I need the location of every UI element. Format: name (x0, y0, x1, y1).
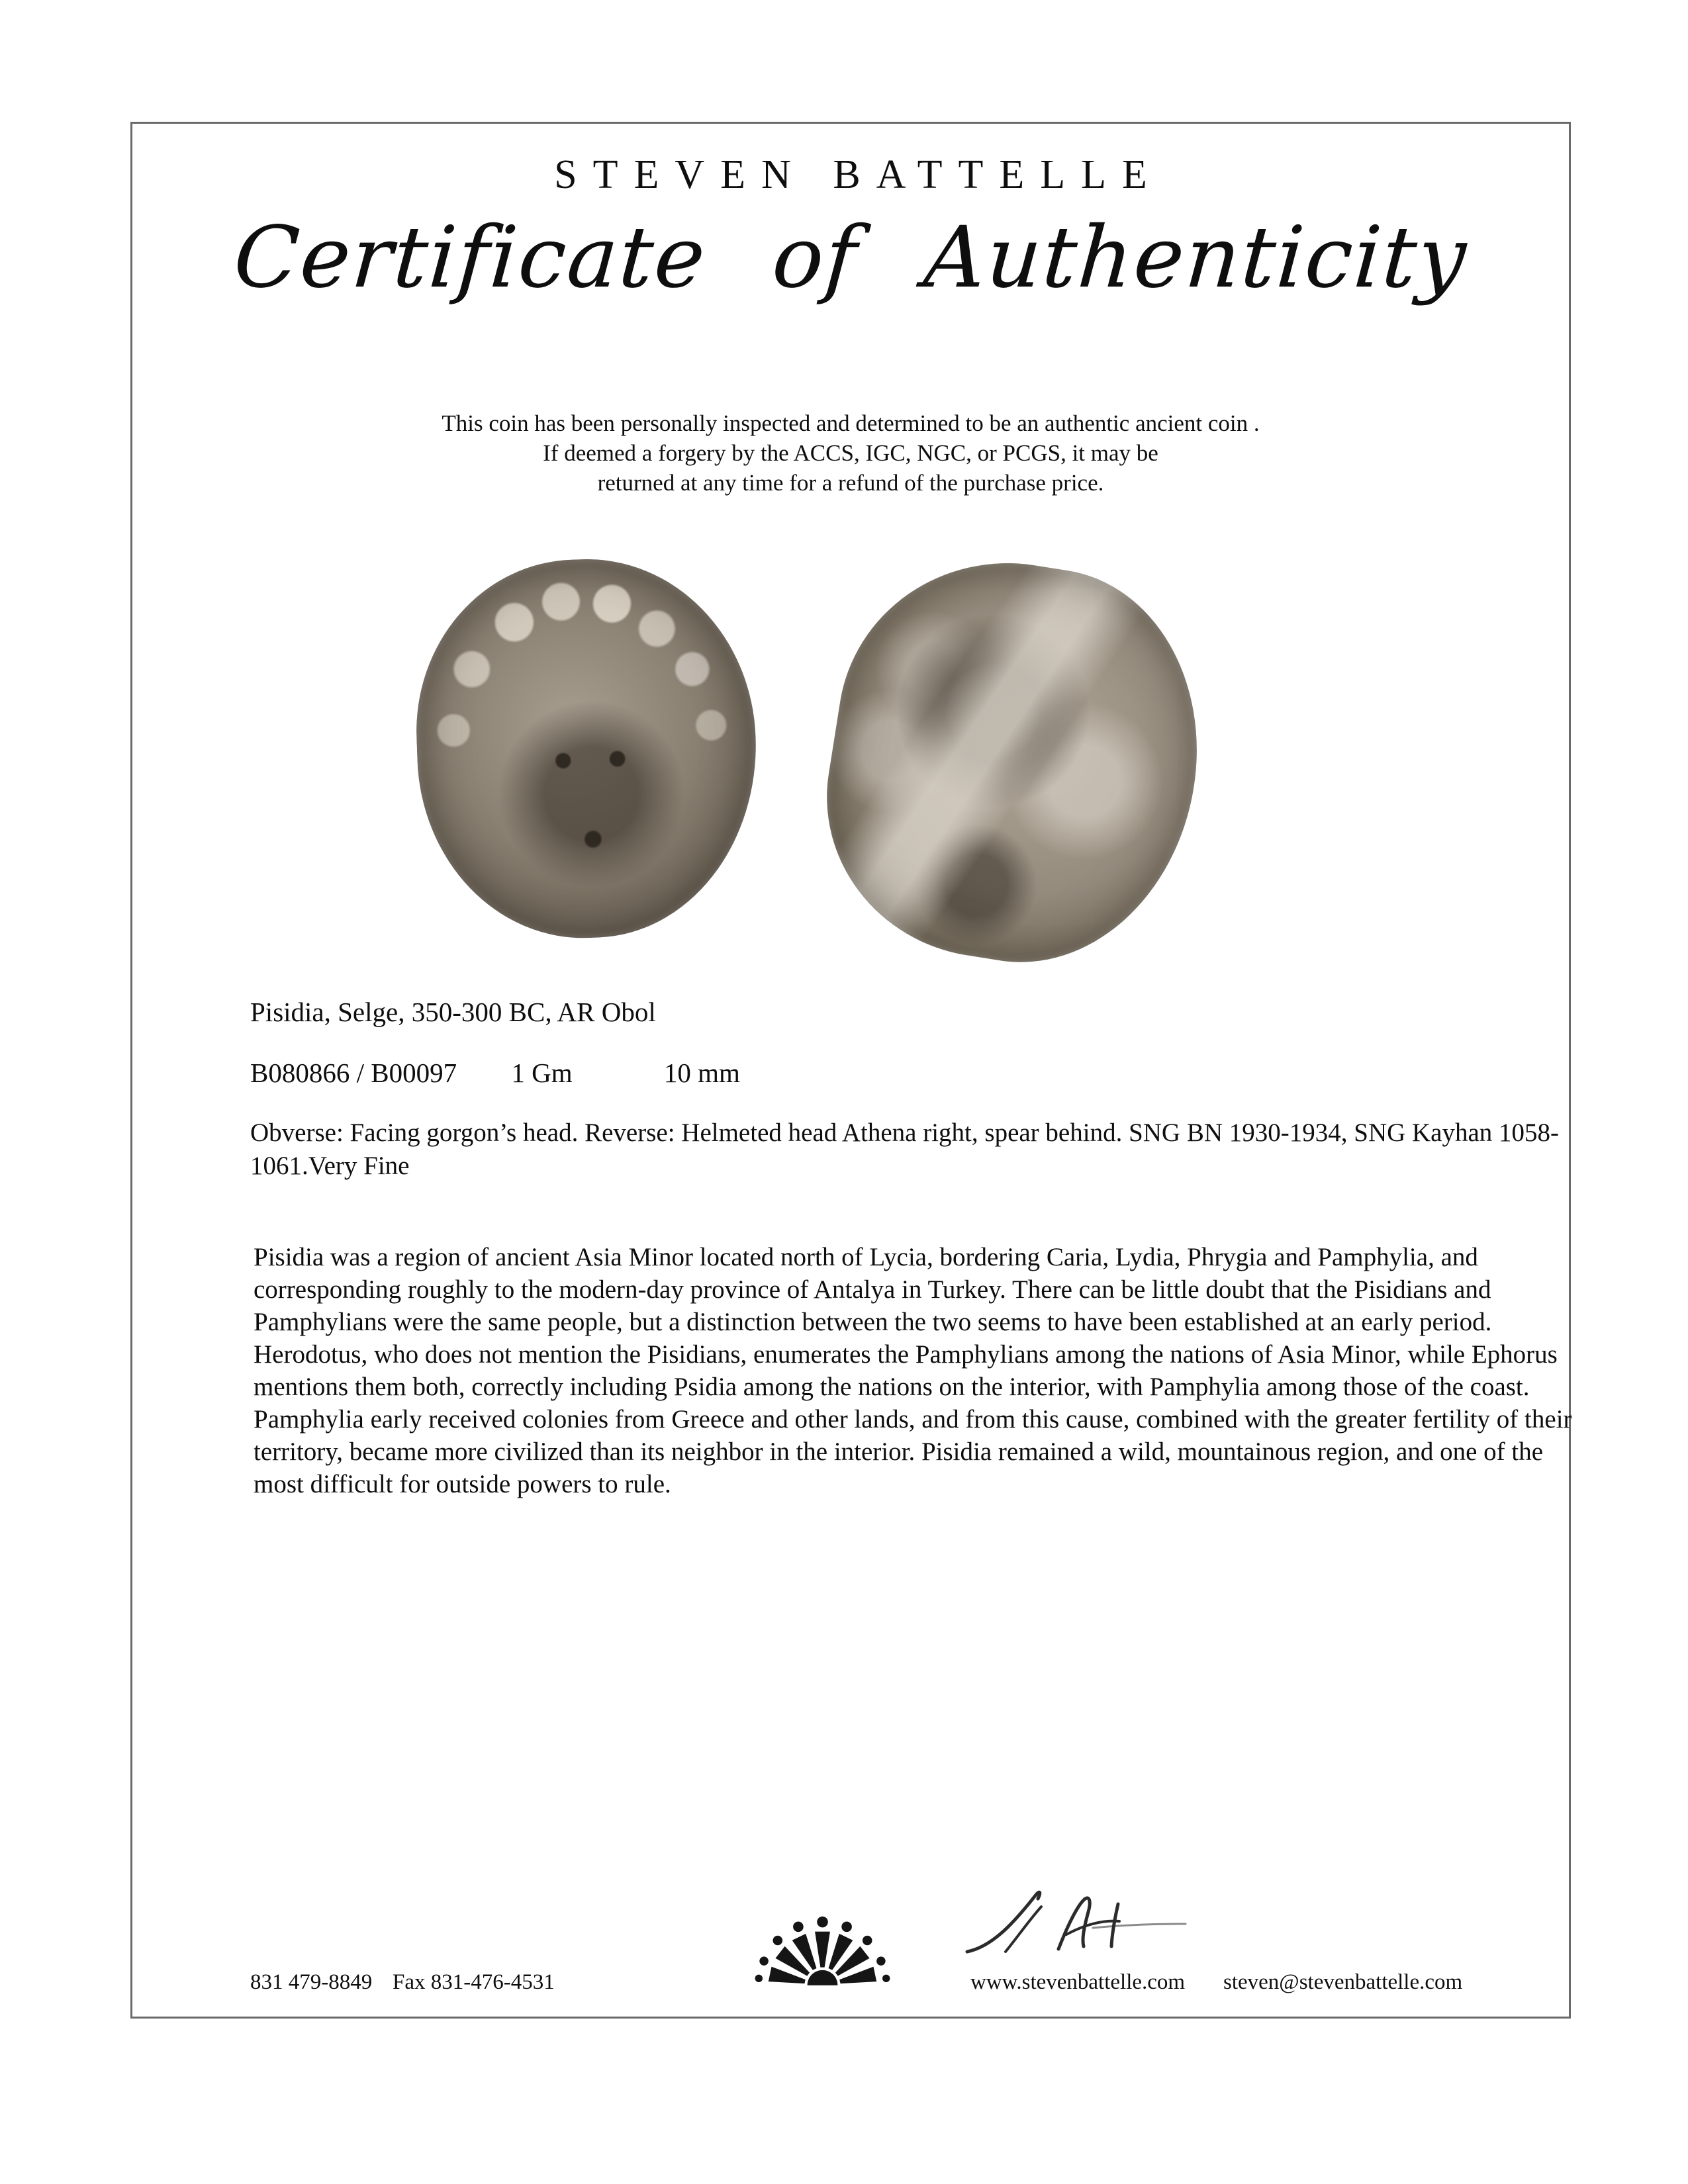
fan-shell-logo-icon (751, 1904, 894, 1990)
phone-number: 831 479-8849 (250, 1970, 373, 1994)
coin-details (250, 996, 1571, 1183)
coin-description: Obverse: Facing gorgon’s head. Reverse: Helmeted head Athena right, spear behind. SNG BN 1930-1934, SNG Kayhan 1058-1061.Very Fine (250, 1118, 1560, 1180)
coin-diameter: 10 mm (663, 1058, 740, 1088)
coin-inventory-row (250, 1057, 1571, 1089)
coin-weight: 1 Gm (511, 1058, 573, 1088)
guarantee-line-2: If deemed a forgery by the ACCS, IGC, NGC, or PCGS, it may be (543, 440, 1158, 466)
guarantee-line-1: This coin has been personally inspected and determined to be an authentic ancient coin . (442, 410, 1260, 436)
guarantee-statement (132, 408, 1569, 498)
coin-obverse-photo (410, 553, 763, 944)
guarantee-line-3: returned at any time for a refund of the purchase price. (597, 470, 1104, 496)
history-paragraph: Pisidia was a region of ancient Asia Minor located north of Lycia, bordering Caria, Lydia, Phrygia and Pamphylia, and corresponding roughly to the modern-day province of Antalya in Turkey. There can be little doubt that the Pisidians and Pamphylians were the same people, but a distinction between the two seems to have been established at an early period. Herodotus, who does not mention the Pisidians, enumerates the Pamphylians among the nations of Asia Minor, while Ephorus mentions them both, correctly including Psidia among the nations on the interior, with Pamphylia among those of the coast. Pamphylia early received colonies from Greece and other lands, and from this cause, combined with the greater fertility of their territory, became more civilized than its neighbor in the interior. Pisidia remained a wild, mountainous region, and one of the most difficult for outside powers to rule. (254, 1243, 1572, 1498)
coin-attribution: Pisidia, Selge, 350-300 BC, AR Obol (250, 997, 656, 1027)
certificate-title: Certificate of Authenticity (230, 208, 1471, 307)
brand-name: STEVEN BATTELLE (554, 152, 1163, 197)
website-url: www.stevenbattelle.com (970, 1970, 1186, 1994)
coin-inventory-number: B080866 / B00097 (250, 1058, 457, 1088)
certificate-border (130, 122, 1571, 2019)
fax-number: Fax 831-476-4531 (393, 1970, 555, 1994)
signature (962, 1886, 1195, 1964)
email-address: steven@stevenbattelle.com (1223, 1970, 1463, 1994)
coin-reverse-photo (804, 539, 1225, 986)
coin-photos (132, 553, 1569, 963)
